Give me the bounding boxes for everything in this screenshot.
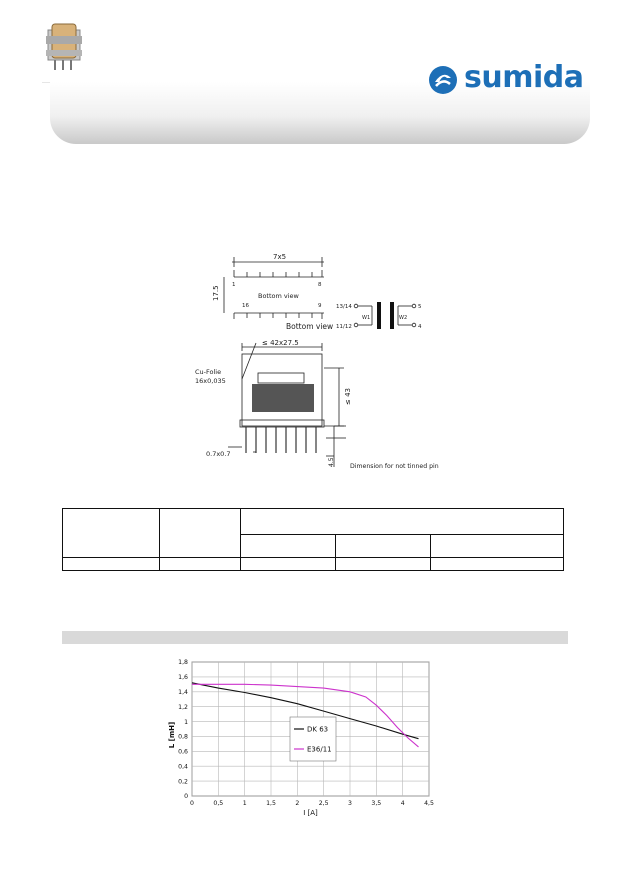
x-axis-label: I [A] <box>303 809 318 817</box>
x-tick-label: 0,5 <box>213 800 224 807</box>
bottom-view-pins <box>224 257 324 319</box>
product-photo <box>42 20 86 72</box>
inductance-chart <box>160 655 465 820</box>
terminal-4-label: 4 <box>418 324 422 330</box>
foil-label-line2: 16x0,035 <box>195 377 226 385</box>
pin-1-label: 1 <box>232 282 236 288</box>
pitch-label: 7x5 <box>273 253 287 261</box>
legend-label: E36/11 <box>307 745 332 754</box>
logo-text: sumida <box>464 60 584 95</box>
x-tick-label: 4 <box>400 800 405 807</box>
table-cell <box>241 558 336 571</box>
table-subheader-cell <box>241 535 336 558</box>
y-tick-label: 1,6 <box>178 674 188 682</box>
y-tick-label: 1 <box>184 718 188 726</box>
y-tick-label: 0,4 <box>178 763 188 771</box>
x-tick-label: 0 <box>190 800 194 807</box>
pin-length-label: 4.5 <box>328 457 335 467</box>
copper-foil-winding <box>252 384 314 412</box>
y-tick-label: 0,6 <box>178 748 188 756</box>
table-subheader-cell <box>431 535 564 558</box>
side-view-pins <box>246 427 316 453</box>
terminal-1112-label: 11/12 <box>336 324 352 330</box>
sumida-logo-icon <box>426 64 460 96</box>
table-subheader-cell <box>336 535 431 558</box>
y-tick-label: 1,2 <box>178 703 188 711</box>
page-header <box>42 20 590 145</box>
bottom-view-label: Bottom view <box>286 322 334 331</box>
y-tick-label: 0,2 <box>178 778 188 786</box>
table-cell <box>160 558 241 571</box>
x-tick-label: 1,5 <box>266 800 276 807</box>
table-cell <box>63 558 160 571</box>
pin-8-label: 8 <box>318 282 322 288</box>
y-axis-ticks <box>178 659 188 800</box>
x-tick-label: 3,5 <box>371 800 382 807</box>
y-axis-label: L [mH] <box>168 721 176 749</box>
x-tick-label: 2,5 <box>318 800 329 807</box>
sumida-logo <box>426 60 586 96</box>
terminal-5-label: 5 <box>418 304 422 310</box>
core-left-bar <box>377 302 381 329</box>
pin-dimension-label: 0.7x0.7 <box>206 450 231 458</box>
terminal-1314-label: 13/14 <box>336 304 352 310</box>
pin-note-label: Dimension for not tinned pin <box>350 463 439 470</box>
x-tick-label: 3 <box>348 800 352 807</box>
y-tick-label: 1,8 <box>178 659 188 667</box>
y-tick-label: 1,4 <box>178 688 188 696</box>
x-tick-label: 1 <box>242 800 247 807</box>
foil-label-line1: Cu-Folie <box>195 368 222 376</box>
legend-label: DK 63 <box>307 725 329 734</box>
table-cell <box>431 558 564 571</box>
y-tick-label: 0 <box>184 793 188 801</box>
table-row <box>63 558 564 571</box>
pin-9-label: 9 <box>318 303 322 309</box>
chart-legend <box>290 717 336 761</box>
body-dimension-label: ≤ 42x27.5 <box>262 339 299 347</box>
core-right-bar <box>390 302 394 329</box>
section-bar <box>62 631 568 644</box>
pin-16-label: 16 <box>242 303 249 309</box>
table-header-cell <box>63 509 160 558</box>
winding-w2-label: W2 <box>399 315 408 321</box>
body-height-label: ≤ 43 <box>344 388 352 405</box>
x-tick-label: 2 <box>295 800 300 807</box>
legend-box <box>290 717 336 761</box>
x-tick-label: 4,5 <box>424 800 434 807</box>
table-cell <box>336 558 431 571</box>
technical-drawing <box>194 245 454 477</box>
height-label: 17.5 <box>212 285 220 301</box>
bottom-view-label-small: Bottom view <box>258 292 299 300</box>
x-axis-ticks <box>190 800 434 807</box>
y-tick-label: 0,8 <box>178 733 188 741</box>
table-header-cell <box>160 509 241 558</box>
table-header-cell <box>241 509 564 535</box>
winding-w1-label: W1 <box>362 315 371 321</box>
spec-table <box>62 508 564 571</box>
